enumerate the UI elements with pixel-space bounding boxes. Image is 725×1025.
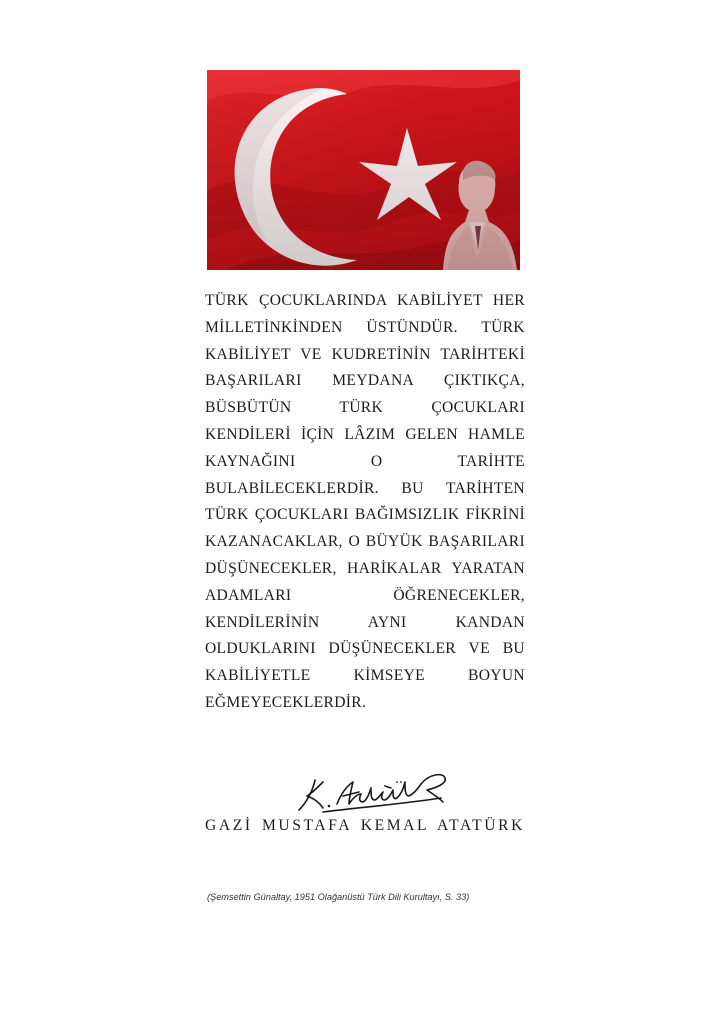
quote-line: DÜŞÜNECEKLER, HARİKALAR YARATAN	[205, 559, 525, 577]
quote-line: KABİLİYET VE KUDRETİNİN TARİHTEKİ	[205, 345, 525, 363]
author-name: GAZİ MUSTAFA KEMAL ATATÜRK	[205, 817, 525, 834]
quote-line: KAYNAĞINI O TARİHTE	[205, 452, 525, 470]
quote-line: OLDUKLARINI DÜŞÜNECEKLER VE BU	[205, 640, 525, 658]
flag-banner-image	[207, 70, 520, 270]
quote-line: EĞMEYECEKLERDİR.	[205, 693, 367, 711]
quote-line: MİLLETİNKİNDEN ÜSTÜNDÜR. TÜRK	[205, 318, 525, 336]
source-citation: (Şemsettin Günaltay, 1951 Olağanüstü Türk Dili Kurultayı, S. 33)	[207, 892, 470, 902]
quote-line: ADAMLARI ÖĞRENECEKLER,	[205, 586, 525, 604]
quote-line: KAZANACAKLAR, O BÜYÜK BAŞARILARI	[205, 533, 525, 551]
quote-line: BAŞARILARI MEYDANA ÇIKTIKÇA,	[205, 372, 525, 390]
quote-line: TÜRK ÇOCUKLARI BAĞIMSIZLIK FİKRİNİ	[205, 506, 525, 524]
turkish-flag-icon	[207, 70, 520, 270]
quote-line: KENDİLERİ İÇİN LÂZIM GELEN HAMLE	[205, 425, 525, 443]
ataturk-signature-icon	[293, 768, 463, 818]
quote-line: BULABİLECEKLERDİR. BU TARİHTEN	[205, 479, 525, 497]
quote-line: KENDİLERİNİN AYNI KANDAN	[205, 613, 525, 631]
quote-line: TÜRK ÇOCUKLARINDA KABİLİYET HER	[205, 292, 525, 309]
ataturk-quote	[205, 288, 525, 717]
quote-line: KABİLİYETLE KİMSEYE BOYUN	[205, 667, 525, 685]
quote-line: BÜSBÜTÜN TÜRK ÇOCUKLARI	[205, 399, 525, 417]
